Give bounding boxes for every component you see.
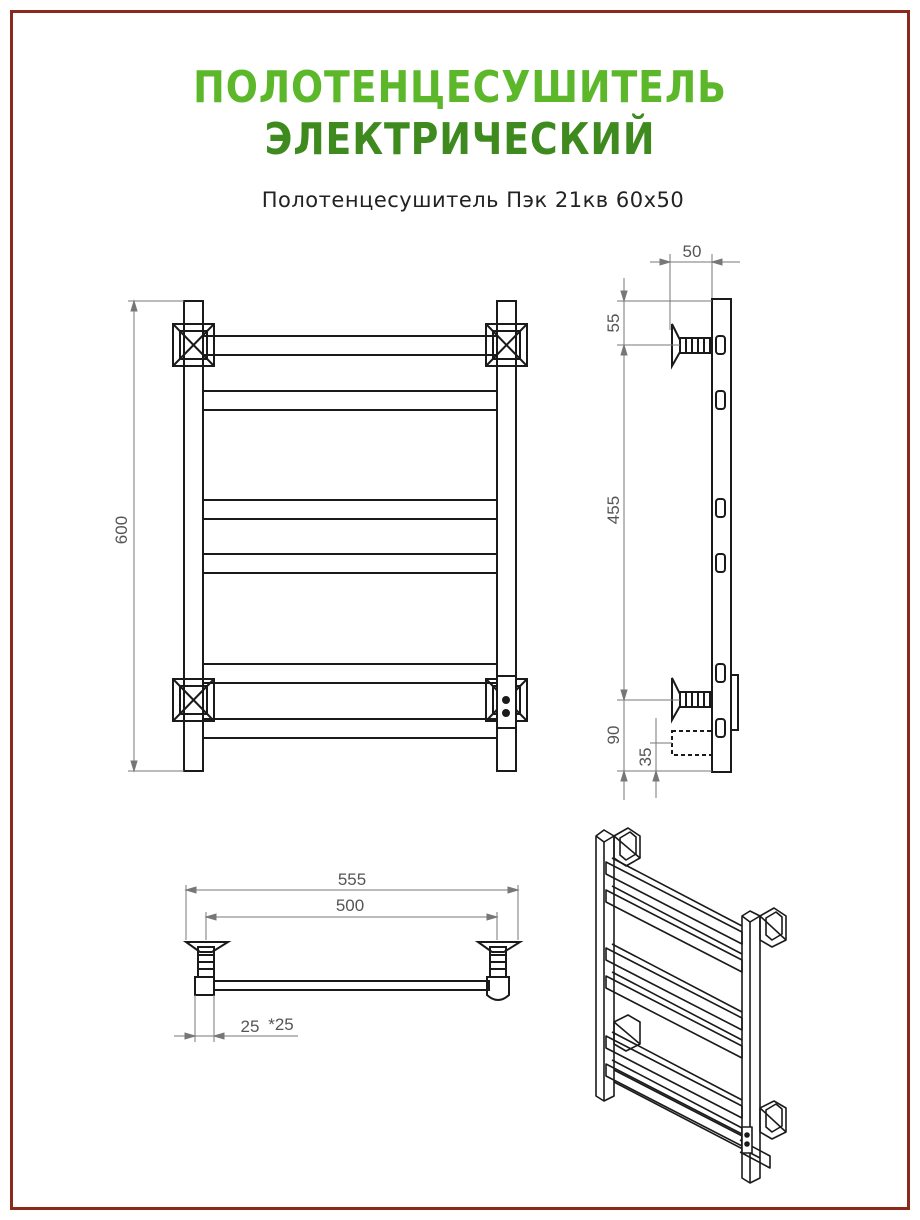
side-post [712, 299, 731, 772]
front-rung-2 [203, 391, 497, 410]
dim-label-500: 500 [335, 896, 365, 915]
side-heater-box [731, 675, 738, 730]
dim-label-455: 455 [604, 495, 623, 525]
iso-bracket-bottom-left [614, 1015, 640, 1051]
top-view [186, 942, 520, 1000]
side-cable-plug [672, 731, 712, 755]
front-bracket-bottom-left [173, 679, 214, 721]
side-rung-end-6 [716, 719, 725, 737]
dim-label-25: 25 [240, 1017, 260, 1036]
dim-label-555: 555 [337, 870, 367, 889]
iso-bracket-top-left [614, 828, 640, 866]
front-view [173, 301, 527, 771]
title-line-1: ПОЛОТЕНЦЕСУШИТЕЛЬ [193, 62, 727, 113]
front-bracket-top-right [486, 324, 527, 366]
side-rung-end-5 [716, 664, 725, 682]
side-rung-end-4 [716, 554, 725, 572]
iso-bracket-bottom-right [760, 1101, 786, 1139]
side-rung-end-1 [716, 336, 725, 354]
top-rail [214, 981, 489, 990]
top-mount-right [478, 942, 520, 1000]
dim-label-50: 50 [682, 242, 702, 261]
side-rung-end-2 [716, 391, 725, 409]
isometric-view [596, 828, 786, 1183]
dim-label-25-star: *25 [268, 1015, 294, 1034]
side-mount-bottom [672, 678, 710, 720]
side-view [672, 299, 738, 772]
dim-label-55: 55 [604, 313, 623, 333]
dim-label-600: 600 [112, 515, 131, 545]
front-heater-box [497, 676, 516, 728]
front-rung-1 [203, 336, 497, 355]
dim-label-35: 35 [636, 747, 655, 767]
front-rung-3 [203, 500, 497, 519]
dim-label-90: 90 [604, 725, 623, 745]
dim-600 [128, 301, 184, 771]
product-subtitle: Полотенцесушитель Пэк 21кв 60х50 [261, 188, 685, 212]
front-bracket-top-left [173, 324, 214, 366]
side-rung-end-3 [716, 499, 725, 517]
title-line-2: ЭЛЕКТРИЧЕСКИЙ [264, 114, 656, 165]
iso-rungs [606, 858, 770, 1168]
top-mount-left [186, 942, 228, 995]
front-rung-5 [203, 664, 497, 683]
front-rung-4 [203, 554, 497, 573]
iso-left-post [596, 830, 614, 1101]
iso-bracket-top-right [760, 908, 786, 947]
front-rung-6 [203, 719, 497, 738]
iso-heater-box [742, 1127, 752, 1153]
